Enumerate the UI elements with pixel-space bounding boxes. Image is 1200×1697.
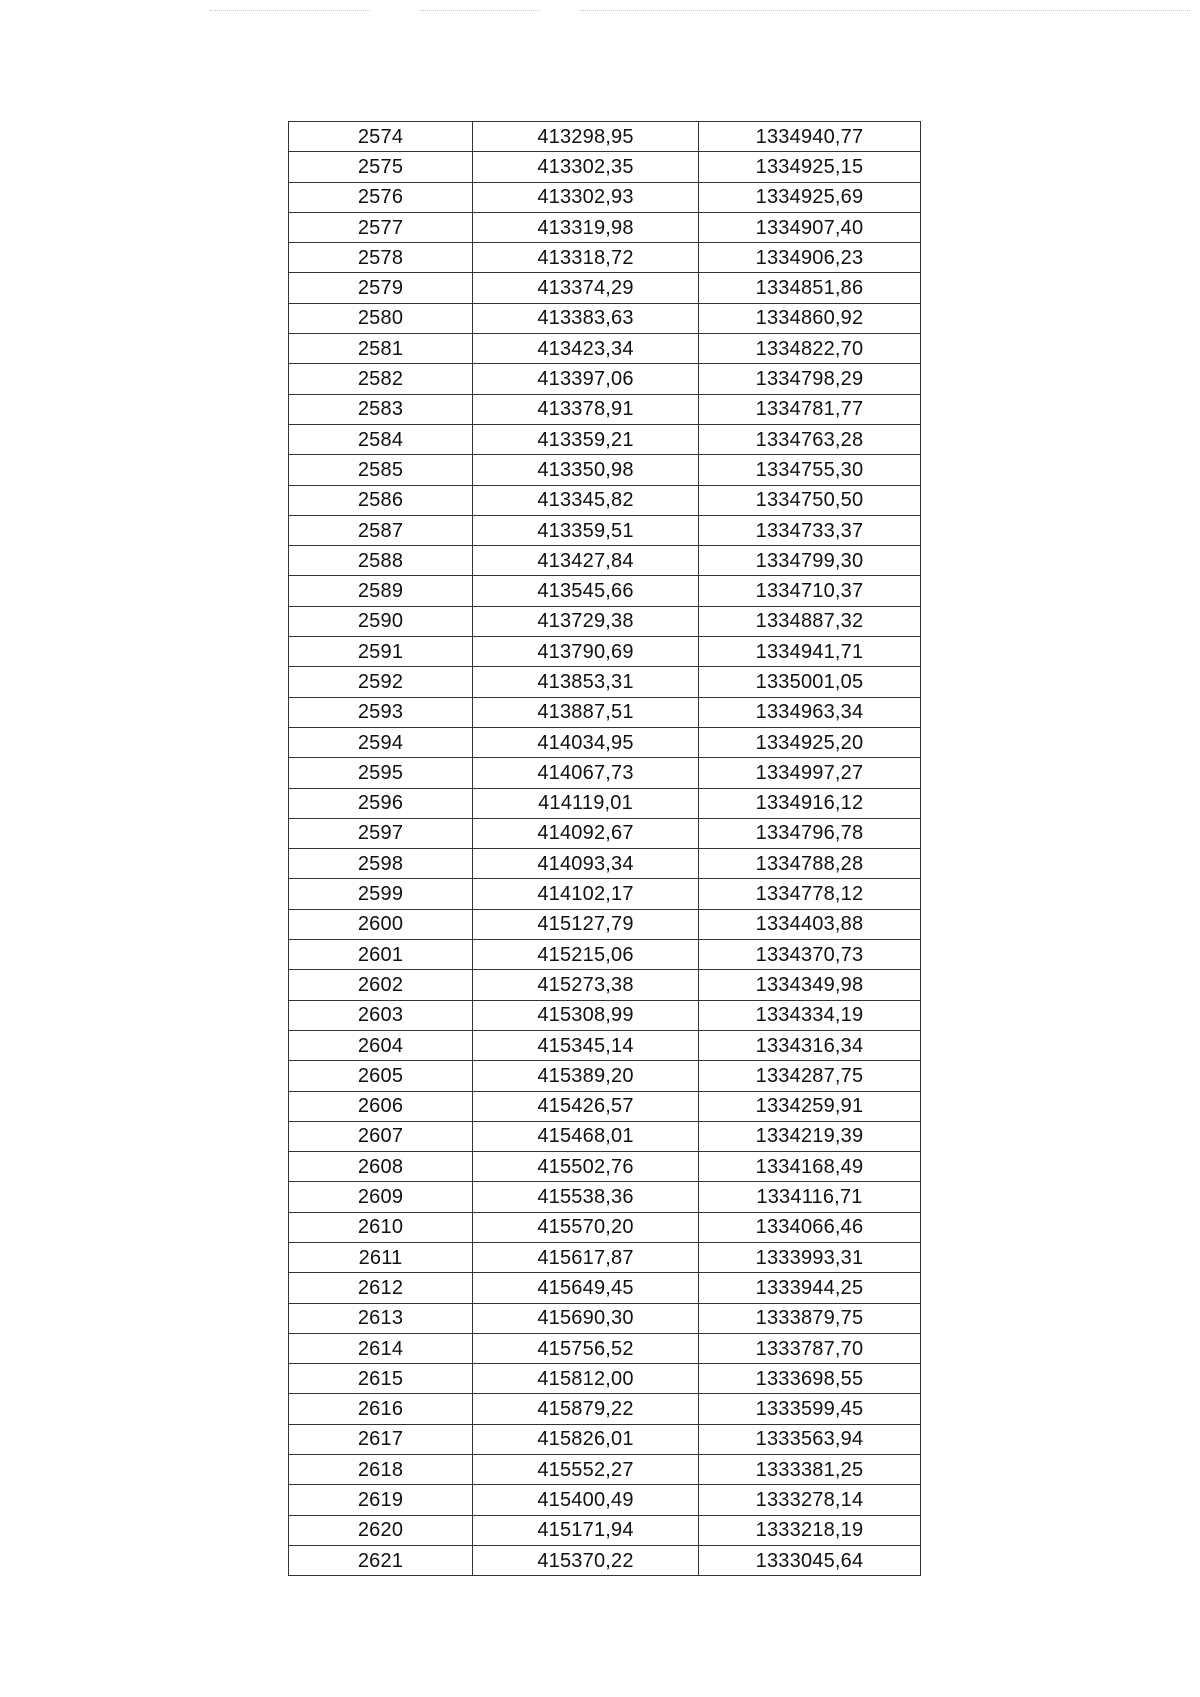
y-coordinate-cell: 1334916,12: [699, 788, 921, 818]
table-row: [289, 909, 921, 939]
x-coordinate-cell: 413383,63: [473, 303, 699, 333]
y-coordinate-cell: 1334940,77: [699, 122, 921, 152]
y-coordinate-cell: 1333698,55: [699, 1364, 921, 1394]
point-number-cell: 2602: [289, 970, 473, 1000]
y-coordinate-cell: 1334925,15: [699, 152, 921, 182]
x-coordinate-cell: 415649,45: [473, 1273, 699, 1303]
y-coordinate-cell: 1333599,45: [699, 1394, 921, 1424]
x-coordinate-cell: 414102,17: [473, 879, 699, 909]
point-number-cell: 2592: [289, 667, 473, 697]
point-number-cell: 2574: [289, 122, 473, 152]
y-coordinate-cell: 1334997,27: [699, 758, 921, 788]
table-row: [289, 1485, 921, 1515]
y-coordinate-cell: 1334316,34: [699, 1030, 921, 1060]
x-coordinate-cell: 415273,38: [473, 970, 699, 1000]
y-coordinate-cell: 1334403,88: [699, 909, 921, 939]
y-coordinate-cell: 1334116,71: [699, 1182, 921, 1212]
x-coordinate-cell: 415879,22: [473, 1394, 699, 1424]
x-coordinate-cell: 415538,36: [473, 1182, 699, 1212]
table-row: [289, 455, 921, 485]
point-number-cell: 2596: [289, 788, 473, 818]
x-coordinate-cell: 413790,69: [473, 637, 699, 667]
point-number-cell: 2575: [289, 152, 473, 182]
table-row: [289, 1121, 921, 1151]
y-coordinate-cell: 1333381,25: [699, 1455, 921, 1485]
y-coordinate-cell: 1334907,40: [699, 212, 921, 242]
table-row: [289, 879, 921, 909]
table-row: [289, 334, 921, 364]
point-number-cell: 2576: [289, 182, 473, 212]
y-coordinate-cell: 1334941,71: [699, 637, 921, 667]
table-row: [289, 394, 921, 424]
table-row: [289, 788, 921, 818]
table-row: [289, 182, 921, 212]
point-number-cell: 2597: [289, 818, 473, 848]
x-coordinate-cell: 415502,76: [473, 1152, 699, 1182]
x-coordinate-cell: 413345,82: [473, 485, 699, 515]
x-coordinate-cell: 415171,94: [473, 1515, 699, 1545]
x-coordinate-cell: 413853,31: [473, 667, 699, 697]
x-coordinate-cell: 415690,30: [473, 1303, 699, 1333]
x-coordinate-cell: 415127,79: [473, 909, 699, 939]
y-coordinate-cell: 1333787,70: [699, 1333, 921, 1363]
table-row: [289, 1394, 921, 1424]
x-coordinate-cell: 415570,20: [473, 1212, 699, 1242]
x-coordinate-cell: 413545,66: [473, 576, 699, 606]
x-coordinate-cell: 415826,01: [473, 1424, 699, 1454]
point-number-cell: 2580: [289, 303, 473, 333]
y-coordinate-cell: 1334287,75: [699, 1061, 921, 1091]
point-number-cell: 2595: [289, 758, 473, 788]
table-row: [289, 485, 921, 515]
x-coordinate-cell: 415215,06: [473, 940, 699, 970]
y-coordinate-cell: 1334750,50: [699, 485, 921, 515]
point-number-cell: 2619: [289, 1485, 473, 1515]
y-coordinate-cell: 1334963,34: [699, 697, 921, 727]
y-coordinate-cell: 1334763,28: [699, 424, 921, 454]
point-number-cell: 2582: [289, 364, 473, 394]
table-row: [289, 697, 921, 727]
point-number-cell: 2590: [289, 606, 473, 636]
table-row: [289, 1152, 921, 1182]
point-number-cell: 2583: [289, 394, 473, 424]
table-row: [289, 1333, 921, 1363]
table-row: [289, 1091, 921, 1121]
table-row: [289, 122, 921, 152]
table-row: [289, 273, 921, 303]
x-coordinate-cell: 413318,72: [473, 243, 699, 273]
x-coordinate-cell: 415370,22: [473, 1545, 699, 1575]
x-coordinate-cell: 415756,52: [473, 1333, 699, 1363]
y-coordinate-cell: 1334887,32: [699, 606, 921, 636]
y-coordinate-cell: 1334822,70: [699, 334, 921, 364]
table-row: [289, 637, 921, 667]
x-coordinate-cell: 413423,34: [473, 334, 699, 364]
x-coordinate-cell: 413302,93: [473, 182, 699, 212]
x-coordinate-cell: 415468,01: [473, 1121, 699, 1151]
point-number-cell: 2612: [289, 1273, 473, 1303]
x-coordinate-cell: 413302,35: [473, 152, 699, 182]
point-number-cell: 2606: [289, 1091, 473, 1121]
point-number-cell: 2581: [289, 334, 473, 364]
x-coordinate-cell: 415345,14: [473, 1030, 699, 1060]
point-number-cell: 2591: [289, 637, 473, 667]
table-row: [289, 576, 921, 606]
table-row: [289, 849, 921, 879]
point-number-cell: 2620: [289, 1515, 473, 1545]
x-coordinate-cell: 414119,01: [473, 788, 699, 818]
table-row: [289, 424, 921, 454]
table-row: [289, 818, 921, 848]
y-coordinate-cell: 1333278,14: [699, 1485, 921, 1515]
table-row: [289, 1000, 921, 1030]
x-coordinate-cell: 413298,95: [473, 122, 699, 152]
coordinates-table: [288, 121, 921, 1576]
y-coordinate-cell: 1334334,19: [699, 1000, 921, 1030]
table-row: [289, 1515, 921, 1545]
table-row: [289, 1030, 921, 1060]
x-coordinate-cell: 415812,00: [473, 1364, 699, 1394]
x-coordinate-cell: 413729,38: [473, 606, 699, 636]
x-coordinate-cell: 415617,87: [473, 1242, 699, 1272]
point-number-cell: 2611: [289, 1242, 473, 1272]
table-row: [289, 1273, 921, 1303]
point-number-cell: 2588: [289, 546, 473, 576]
table-row: [289, 243, 921, 273]
point-number-cell: 2593: [289, 697, 473, 727]
y-coordinate-cell: 1334925,20: [699, 727, 921, 757]
coordinates-table-body: [289, 122, 921, 1576]
point-number-cell: 2615: [289, 1364, 473, 1394]
y-coordinate-cell: 1334168,49: [699, 1152, 921, 1182]
y-coordinate-cell: 1333993,31: [699, 1242, 921, 1272]
y-coordinate-cell: 1333218,19: [699, 1515, 921, 1545]
y-coordinate-cell: 1334066,46: [699, 1212, 921, 1242]
point-number-cell: 2607: [289, 1121, 473, 1151]
x-coordinate-cell: 414092,67: [473, 818, 699, 848]
point-number-cell: 2604: [289, 1030, 473, 1060]
point-number-cell: 2603: [289, 1000, 473, 1030]
y-coordinate-cell: 1334781,77: [699, 394, 921, 424]
y-coordinate-cell: 1334925,69: [699, 182, 921, 212]
y-coordinate-cell: 1334370,73: [699, 940, 921, 970]
y-coordinate-cell: 1334798,29: [699, 364, 921, 394]
point-number-cell: 2589: [289, 576, 473, 606]
x-coordinate-cell: 414067,73: [473, 758, 699, 788]
y-coordinate-cell: 1334755,30: [699, 455, 921, 485]
x-coordinate-cell: 413359,51: [473, 515, 699, 545]
y-coordinate-cell: 1334259,91: [699, 1091, 921, 1121]
point-number-cell: 2586: [289, 485, 473, 515]
table-row: [289, 546, 921, 576]
x-coordinate-cell: 415552,27: [473, 1455, 699, 1485]
point-number-cell: 2594: [289, 727, 473, 757]
y-coordinate-cell: 1334733,37: [699, 515, 921, 545]
y-coordinate-cell: 1334349,98: [699, 970, 921, 1000]
table-row: [289, 1455, 921, 1485]
table-row: [289, 940, 921, 970]
table-row: [289, 212, 921, 242]
table-row: [289, 1364, 921, 1394]
point-number-cell: 2608: [289, 1152, 473, 1182]
table-row: [289, 152, 921, 182]
scan-edge-mark: [420, 10, 540, 12]
y-coordinate-cell: 1335001,05: [699, 667, 921, 697]
y-coordinate-cell: 1334788,28: [699, 849, 921, 879]
table-row: [289, 1545, 921, 1575]
table-row: [289, 606, 921, 636]
x-coordinate-cell: 415426,57: [473, 1091, 699, 1121]
point-number-cell: 2598: [289, 849, 473, 879]
x-coordinate-cell: 413374,29: [473, 273, 699, 303]
table-row: [289, 364, 921, 394]
x-coordinate-cell: 415400,49: [473, 1485, 699, 1515]
y-coordinate-cell: 1334796,78: [699, 818, 921, 848]
x-coordinate-cell: 415389,20: [473, 1061, 699, 1091]
point-number-cell: 2614: [289, 1333, 473, 1363]
point-number-cell: 2584: [289, 424, 473, 454]
y-coordinate-cell: 1333944,25: [699, 1273, 921, 1303]
table-row: [289, 727, 921, 757]
y-coordinate-cell: 1333879,75: [699, 1303, 921, 1333]
x-coordinate-cell: 415308,99: [473, 1000, 699, 1030]
x-coordinate-cell: 413397,06: [473, 364, 699, 394]
scan-edge-mark: [210, 10, 370, 12]
table-row: [289, 1182, 921, 1212]
y-coordinate-cell: 1334799,30: [699, 546, 921, 576]
point-number-cell: 2600: [289, 909, 473, 939]
point-number-cell: 2577: [289, 212, 473, 242]
y-coordinate-cell: 1334778,12: [699, 879, 921, 909]
y-coordinate-cell: 1334860,92: [699, 303, 921, 333]
x-coordinate-cell: 413350,98: [473, 455, 699, 485]
y-coordinate-cell: 1333563,94: [699, 1424, 921, 1454]
point-number-cell: 2601: [289, 940, 473, 970]
y-coordinate-cell: 1334906,23: [699, 243, 921, 273]
point-number-cell: 2621: [289, 1545, 473, 1575]
table-row: [289, 303, 921, 333]
y-coordinate-cell: 1334851,86: [699, 273, 921, 303]
point-number-cell: 2585: [289, 455, 473, 485]
y-coordinate-cell: 1334219,39: [699, 1121, 921, 1151]
table-row: [289, 1212, 921, 1242]
table-row: [289, 667, 921, 697]
point-number-cell: 2617: [289, 1424, 473, 1454]
point-number-cell: 2599: [289, 879, 473, 909]
table-row: [289, 1303, 921, 1333]
point-number-cell: 2618: [289, 1455, 473, 1485]
x-coordinate-cell: 413887,51: [473, 697, 699, 727]
point-number-cell: 2579: [289, 273, 473, 303]
point-number-cell: 2616: [289, 1394, 473, 1424]
table-row: [289, 970, 921, 1000]
table-row: [289, 1424, 921, 1454]
x-coordinate-cell: 413319,98: [473, 212, 699, 242]
table-row: [289, 1061, 921, 1091]
point-number-cell: 2610: [289, 1212, 473, 1242]
point-number-cell: 2609: [289, 1182, 473, 1212]
y-coordinate-cell: 1333045,64: [699, 1545, 921, 1575]
y-coordinate-cell: 1334710,37: [699, 576, 921, 606]
x-coordinate-cell: 413378,91: [473, 394, 699, 424]
x-coordinate-cell: 414034,95: [473, 727, 699, 757]
point-number-cell: 2613: [289, 1303, 473, 1333]
x-coordinate-cell: 413427,84: [473, 546, 699, 576]
point-number-cell: 2587: [289, 515, 473, 545]
point-number-cell: 2578: [289, 243, 473, 273]
table-row: [289, 758, 921, 788]
point-number-cell: 2605: [289, 1061, 473, 1091]
x-coordinate-cell: 413359,21: [473, 424, 699, 454]
x-coordinate-cell: 414093,34: [473, 849, 699, 879]
table-row: [289, 515, 921, 545]
table-row: [289, 1242, 921, 1272]
scan-edge-mark: [580, 10, 1190, 12]
